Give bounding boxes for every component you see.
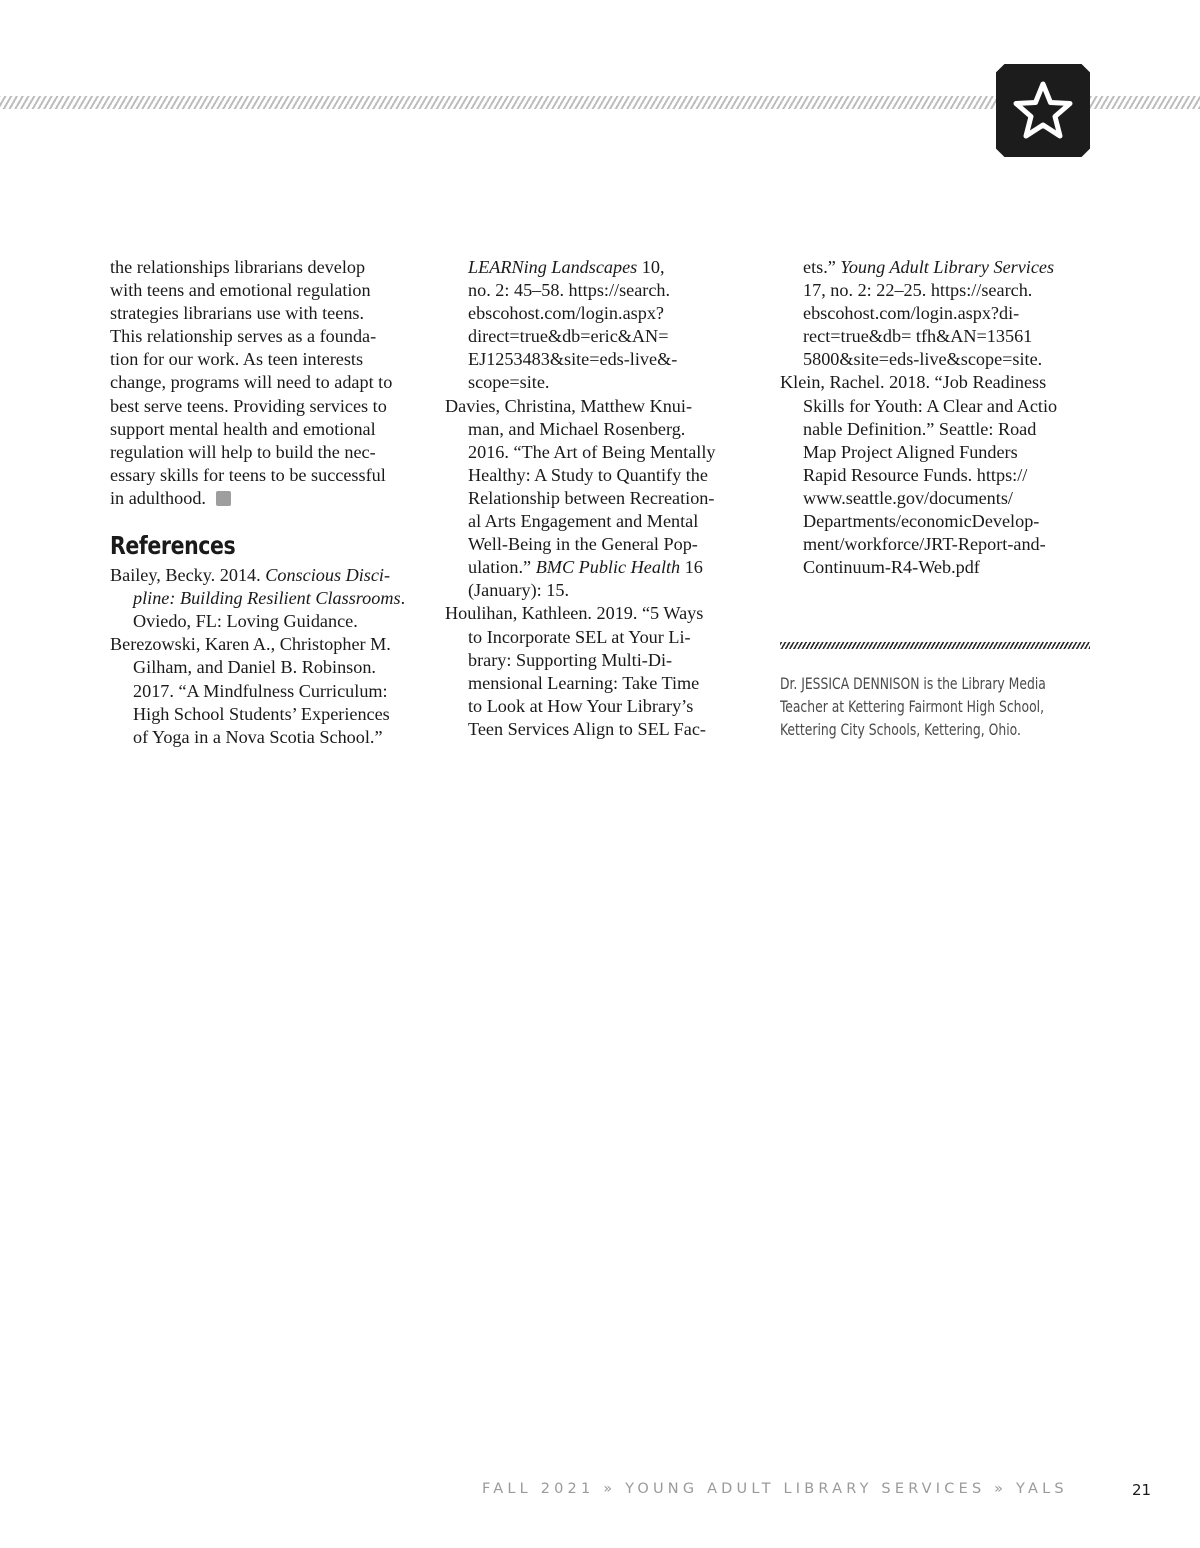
column-1 bbox=[110, 256, 426, 749]
ref-line: scope=site. bbox=[468, 372, 550, 393]
ref-text: Bailey, Becky. 2014. bbox=[110, 565, 266, 586]
bio-line: Kettering City Schools, Kettering, Ohio. bbox=[780, 720, 1021, 740]
ref-line: (January): 15. bbox=[468, 580, 570, 601]
ref-text: 16 bbox=[680, 557, 703, 578]
ref-line: Klein, Rachel. 2018. “Job Readiness bbox=[780, 372, 1047, 393]
column-3 bbox=[780, 256, 1092, 579]
ref-text: Oviedo, FL: Loving Guidance. bbox=[133, 611, 358, 632]
ref-line: al Arts Engagement and Mental bbox=[468, 511, 699, 532]
reference-davies bbox=[445, 395, 757, 603]
ref-text: 10, bbox=[637, 257, 665, 277]
ref-line: ebscohost.com/login.aspx? bbox=[468, 303, 664, 324]
bio-divider bbox=[780, 642, 1090, 649]
ref-line: Relationship between Recreation- bbox=[468, 487, 715, 508]
body-line: strategies librarians use with teens. bbox=[110, 303, 365, 324]
ref-line: Departments/economicDevelop- bbox=[803, 511, 1040, 532]
ref-line: Map Project Aligned Funders bbox=[803, 441, 1018, 462]
ref-line: mensional Learning: Take Time bbox=[468, 672, 700, 693]
ref-line: ebscohost.com/login.aspx?di- bbox=[803, 303, 1020, 324]
ref-text: ulation.” bbox=[468, 557, 536, 578]
ref-line: Continuum-R4-Web.pdf bbox=[803, 557, 980, 578]
ref-title: Young Adult Library Services bbox=[840, 257, 1055, 277]
ref-title: pline: Building Resilient Classrooms bbox=[133, 588, 401, 609]
reference-continuation bbox=[780, 256, 1092, 371]
ref-text: ets.” bbox=[803, 257, 841, 277]
body-line: the relationships librarians develop bbox=[110, 257, 366, 277]
ref-title: LEARNing Landscapes bbox=[468, 257, 638, 277]
ref-line: 2016. “The Art of Being Mentally bbox=[468, 441, 716, 462]
ref-line: direct=true&db=eric&AN= bbox=[468, 326, 669, 347]
ref-line: Healthy: A Study to Quantify the bbox=[468, 464, 708, 485]
body-line: with teens and emotional regulation bbox=[110, 280, 371, 301]
body-line-last bbox=[110, 487, 426, 510]
ref-line: to Look at How Your Library’s bbox=[468, 695, 694, 716]
ref-line: Rapid Resource Funds. https:// bbox=[803, 464, 1028, 485]
reference-berezowski bbox=[110, 633, 426, 748]
ref-line: 5800&site=eds-live&scope=site. bbox=[803, 349, 1043, 370]
star-icon bbox=[1011, 80, 1075, 142]
ref-line: of Yoga in a Nova Scotia School.” bbox=[133, 726, 383, 747]
ref-line: nable Definition.” Seattle: Road bbox=[803, 418, 1037, 439]
section-badge bbox=[996, 64, 1090, 157]
ref-line: Davies, Christina, Matthew Knui- bbox=[445, 395, 693, 416]
column-2 bbox=[445, 256, 757, 741]
reference-bailey bbox=[110, 564, 426, 633]
ref-title: Conscious Disci- bbox=[265, 565, 391, 586]
ref-line: 17, no. 2: 22–25. https://search. bbox=[803, 280, 1033, 301]
body-line: best serve teens. Providing services to bbox=[110, 395, 387, 416]
body-line: support mental health and emotional bbox=[110, 418, 376, 439]
author-bio bbox=[780, 672, 1110, 741]
reference-houlihan bbox=[445, 602, 757, 741]
ref-line: www.seattle.gov/documents/ bbox=[803, 487, 1013, 508]
ref-line: EJ1253483&site=eds-live&- bbox=[468, 349, 678, 370]
ref-line: Gilham, and Daniel B. Robinson. bbox=[133, 657, 376, 678]
ref-line: Houlihan, Kathleen. 2019. “5 Ways bbox=[445, 603, 704, 624]
bio-line: Dr. JESSICA DENNISON is the Library Media bbox=[780, 674, 1046, 693]
body-line: This relationship serves as a founda- bbox=[110, 326, 377, 347]
body-line-text: in adulthood. bbox=[110, 487, 206, 508]
ref-line: 2017. “A Mindfulness Curriculum: bbox=[133, 680, 388, 701]
ref-line: to Incorporate SEL at Your Li- bbox=[468, 626, 691, 647]
bio-line: Teacher at Kettering Fairmont High School, bbox=[780, 697, 1045, 717]
ref-line: no. 2: 45–58. https://search. bbox=[468, 280, 671, 301]
body-line: regulation will help to build the nec- bbox=[110, 441, 376, 462]
ref-line: Teen Services Align to SEL Fac- bbox=[468, 718, 706, 739]
page-number: 21 bbox=[1132, 1481, 1152, 1499]
ref-line: ment/workforce/JRT-Report-and- bbox=[803, 534, 1046, 555]
running-footer: FALL 2021 » YOUNG ADULT LIBRARY SERVICES » YALS bbox=[482, 1481, 1068, 1497]
ref-line: Well-Being in the General Pop- bbox=[468, 534, 698, 555]
ref-line: man, and Michael Rosenberg. bbox=[468, 418, 686, 439]
ref-line: Skills for Youth: A Clear and Actio bbox=[803, 395, 1058, 416]
body-line: essary skills for teens to be successful bbox=[110, 464, 386, 485]
end-of-article-icon bbox=[216, 491, 231, 506]
body-line: change, programs will need to adapt to bbox=[110, 372, 393, 393]
references-heading: References bbox=[110, 531, 236, 561]
ref-line: brary: Supporting Multi-Di- bbox=[468, 649, 673, 670]
ref-text: . bbox=[400, 588, 406, 609]
reference-klein bbox=[780, 371, 1092, 579]
ref-line: High School Students’ Experiences bbox=[133, 703, 390, 724]
ref-line: Berezowski, Karen A., Christopher M. bbox=[110, 634, 391, 655]
reference-continuation bbox=[445, 256, 757, 395]
article-body-end bbox=[110, 256, 426, 510]
ref-line: rect=true&db= tfh&AN=13561 bbox=[803, 326, 1033, 347]
ref-title: BMC Public Health bbox=[535, 557, 681, 578]
body-line: tion for our work. As teen interests bbox=[110, 349, 364, 370]
